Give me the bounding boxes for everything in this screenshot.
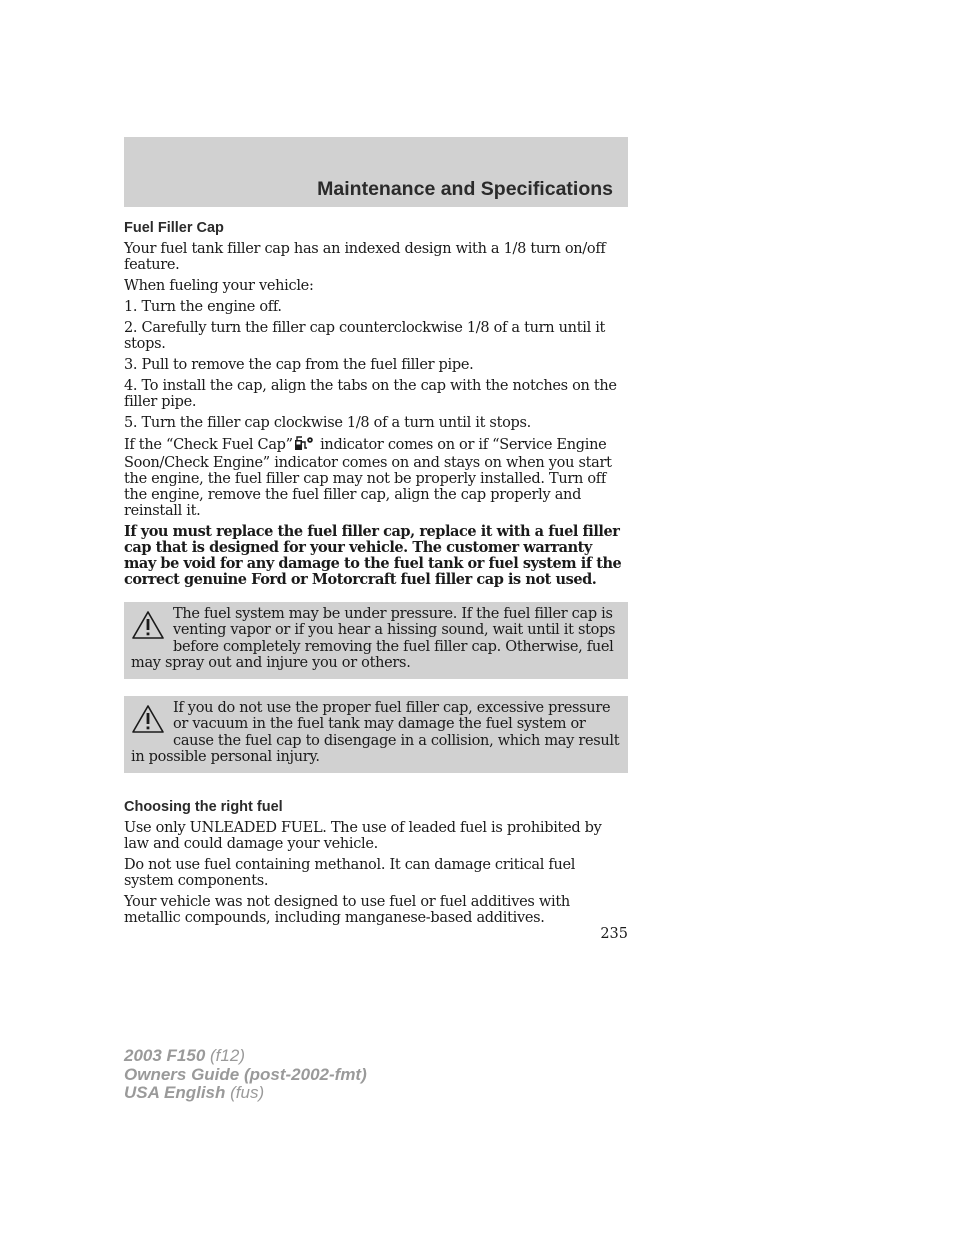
step-item: 5. Turn the filler cap clockwise 1/8 of a turn until it stops. — [124, 415, 531, 431]
check-fuel-cap-paragraph — [124, 436, 628, 519]
footer-line: Owners Guide (post-2002-fmt) — [124, 1064, 367, 1084]
when-fueling-paragraph: When fueling your vehicle: — [124, 278, 314, 294]
page-number: 235 — [600, 926, 628, 942]
step-item: 1. Turn the engine off. — [124, 299, 282, 315]
fuel-paragraph: Do not use fuel containing methanol. It can damage critical fuel system components. — [124, 857, 576, 890]
replacement-notice: If you must replace the fuel filler cap, replace it with a fuel filler cap that is designed for your vehicle. The customer warranty may be void for any damage to the fuel tank or fuel system if the correct genuine Ford or Motorcraft fuel filler cap is not used. — [124, 523, 622, 588]
check-cap-text-after: indicator comes on or if “Service Engine Soon/Check Engine” indicator comes on and stays on when you start the engine, the fuel filler cap may not be properly installed. Turn off the engine, remove the fuel filler cap, align the cap properly and reinstall it. — [124, 437, 612, 519]
section-title: Maintenance and Specifications — [317, 178, 613, 200]
check-fuel-cap-icon — [294, 436, 314, 455]
warning-triangle-icon — [131, 610, 165, 640]
warning-box-pressure — [124, 602, 628, 679]
step-item: 2. Carefully turn the filler cap counterclockwise 1/8 of a turn until it stops. — [124, 320, 606, 352]
footer-line: 2003 F150 (f12) — [124, 1046, 245, 1065]
fuel-paragraph: Your vehicle was not designed to use fuel or fuel additives with metallic compounds, including manganese-based additives. — [124, 894, 570, 927]
fuel-filler-cap-heading: Fuel Filler Cap — [124, 220, 224, 236]
step-item: 4. To install the cap, align the tabs on the cap with the notches on the filler pipe. — [124, 378, 617, 410]
section-header-band — [124, 137, 628, 207]
warning-triangle-icon — [131, 704, 165, 734]
warning-box-improper-cap — [124, 696, 628, 773]
page-content — [124, 220, 628, 931]
warning-text: If you do not use the proper fuel filler cap, excessive pressure or vacuum in the fuel tank may damage the fuel system or cause the fuel cap to disengage in a collision, which may result in possible personal injury. — [131, 700, 620, 766]
document-footer — [124, 1047, 367, 1103]
fuel-paragraph: Use only UNLEADED FUEL. The use of leaded fuel is prohibited by law and could damage your vehicle. — [124, 820, 602, 853]
step-item: 3. Pull to remove the cap from the fuel filler pipe. — [124, 357, 474, 373]
footer-line: USA English (fus) — [124, 1083, 265, 1102]
choosing-fuel-heading: Choosing the right fuel — [124, 799, 283, 816]
warning-text: The fuel system may be under pressure. If the fuel filler cap is venting vapor or if you hear a hissing sound, wait until it stops before completely removing the fuel filler cap. Otherwise, fuel may spray out and injure you or others. — [131, 606, 616, 671]
intro-paragraph: Your fuel tank filler cap has an indexed design with a 1/8 turn on/off feature. — [124, 241, 606, 273]
check-cap-text-before: If the “Check Fuel Cap” — [124, 437, 293, 453]
choosing-fuel-section — [124, 799, 628, 926]
